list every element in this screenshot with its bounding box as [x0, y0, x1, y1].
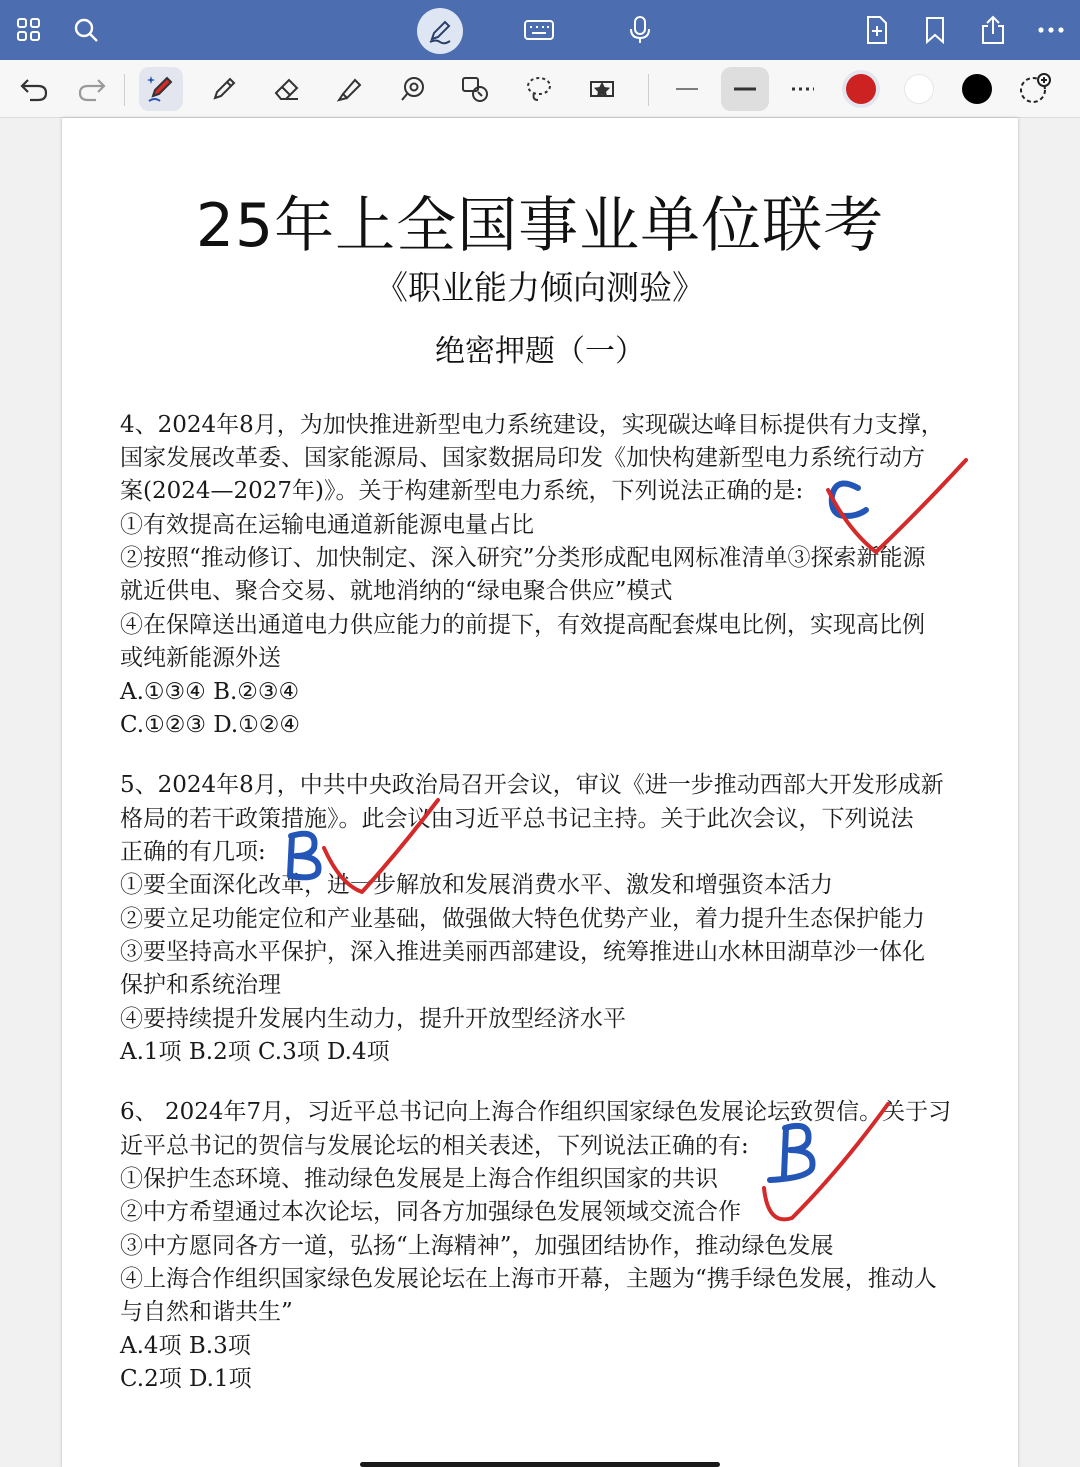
- option-line: ④要持续提升发展内生动力，提升开放型经济水平: [120, 1006, 626, 1032]
- color-swatch-black[interactable]: [962, 74, 992, 104]
- option-line: 或纯新能源外送: [120, 645, 281, 671]
- shape-icon[interactable]: [391, 67, 435, 111]
- thin-stroke-icon[interactable]: [665, 67, 709, 111]
- option-line: ③中方愿同各方一道，弘扬“上海精神”，加强团结协作，推动绿色发展: [120, 1233, 834, 1259]
- more-icon[interactable]: [1031, 10, 1071, 50]
- question-line: 5、2024年8月，中共中央政治局召开会议，审议《进一步推动西部大开发形成新: [120, 772, 944, 798]
- section-heading: 绝密押题（一）: [435, 334, 645, 369]
- question-line: 案(2024—2027年)》。关于构建新型电力系统，下列说法正确的是:: [120, 478, 804, 504]
- pen-mode-icon[interactable]: [417, 8, 463, 54]
- custom-color-icon[interactable]: [1013, 67, 1057, 111]
- answer-choices: C.2项 D.1项: [120, 1366, 252, 1392]
- color-swatch-red[interactable]: [846, 74, 876, 104]
- option-line: ③要坚持高水平保护，深入推进美丽西部建设，统筹推进山水林田湖草沙一体化: [120, 939, 925, 965]
- medium-stroke-icon[interactable]: [721, 67, 769, 111]
- question-line: 近平总书记的贺信与发展论坛的相关表述，下列说法正确的有:: [120, 1133, 749, 1159]
- toolbar-divider: [124, 74, 125, 106]
- option-line: ④在保障送出通道电力供应能力的前提下，有效提高配套煤电比例，实现高比例: [120, 612, 925, 638]
- option-line: ②要立足功能定位和产业基础，做强做大特色优势产业，着力提升生态保护能力: [120, 906, 925, 932]
- redo-icon[interactable]: [70, 67, 114, 111]
- color-swatch-white[interactable]: [904, 74, 934, 104]
- sticker-icon[interactable]: [580, 67, 624, 111]
- option-line: 就近供电、聚合交易、就地消纳的“绿电聚合供应”模式: [120, 578, 673, 604]
- question-line: 正确的有几项:: [120, 839, 266, 865]
- option-line: ④上海合作组织国家绿色发展论坛在上海市开幕，主题为“携手绿色发展，推动人: [120, 1266, 937, 1292]
- search-icon[interactable]: [66, 10, 106, 50]
- question-line: 格局的若干政策措施》。此会议由习近平总书记主持。关于此次会议，下列说法: [120, 806, 914, 832]
- option-line: ①保护生态环境、推动绿色发展是上海合作组织国家的共识: [120, 1166, 718, 1192]
- keyboard-icon[interactable]: [519, 10, 559, 50]
- question-line: 6、 2024年7月，习近平总书记向上海合作组织国家绿色发展论坛致贺信。关于习: [120, 1099, 952, 1125]
- grid-icon[interactable]: [9, 10, 49, 50]
- answer-choices: A.1项 B.2项 C.3项 D.4项: [120, 1039, 390, 1065]
- question-line: 国家发展改革委、国家能源局、国家数据局印发《加快构建新型电力系统行动方: [120, 445, 925, 471]
- add-page-icon[interactable]: [857, 10, 897, 50]
- document-title: 25年上全国事业单位联考: [195, 191, 885, 261]
- eraser-icon[interactable]: [265, 67, 309, 111]
- image-icon[interactable]: [454, 67, 498, 111]
- answer-choices: C.①②③ D.①②④: [120, 712, 301, 738]
- bookmark-icon[interactable]: [915, 10, 955, 50]
- answer-choices: A.4项 B.3项: [120, 1333, 251, 1359]
- option-line: 保护和系统治理: [120, 972, 281, 998]
- option-line: ①要全面深化改革，进一步解放和发展消费水平、激发和增强资本活力: [120, 872, 833, 898]
- option-line: ②中方希望通过本次论坛，同各方加强绿色发展领域交流合作: [120, 1199, 741, 1225]
- top-app-bar: [0, 0, 1080, 60]
- undo-icon[interactable]: [12, 67, 56, 111]
- question-line: 4、2024年8月，为加快推进新型电力系统建设，实现碳达峰目标提供有力支撑，: [120, 412, 944, 438]
- lasso-icon[interactable]: [517, 67, 561, 111]
- option-line: 与自然和谐共生”: [120, 1299, 293, 1325]
- highlighter-icon[interactable]: [328, 67, 372, 111]
- answer-choices: A.①③④ B.②③④: [120, 679, 300, 705]
- pencil-icon[interactable]: [202, 67, 246, 111]
- toolbar-divider: [648, 74, 649, 106]
- share-icon[interactable]: [973, 10, 1013, 50]
- dashed-stroke-icon[interactable]: [781, 67, 825, 111]
- microphone-icon[interactable]: [620, 10, 660, 50]
- ai-pen-icon[interactable]: [139, 67, 183, 111]
- option-line: ②按照“推动修订、加快制定、深入研究”分类形成配电网标准清单③探索新能源: [120, 545, 926, 571]
- home-indicator[interactable]: [360, 1462, 720, 1467]
- option-line: ①有效提高在运输电通道新能源电量占比: [120, 512, 534, 538]
- document-subtitle: 《职业能力倾向测验》: [375, 268, 705, 307]
